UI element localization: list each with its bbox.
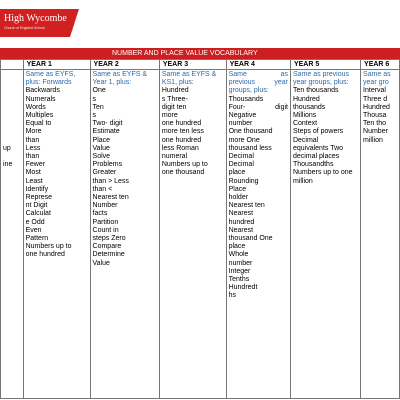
vocab-term: thousand One: [228, 235, 273, 243]
vocab-term: Same as EYFS &: [161, 71, 217, 78]
vocab-term: Ten: [92, 103, 104, 111]
vocab-term: less Roman: [161, 144, 199, 152]
cell-year-6: [361, 70, 400, 399]
vocab-term: One thousand: [228, 128, 273, 136]
vocab-term: nt Digit: [25, 202, 48, 210]
vocab-term: Fewer: [25, 161, 46, 169]
vocab-term: Value: [92, 259, 110, 267]
school-logo: [0, 9, 70, 37]
vocab-term: [3, 87, 21, 95]
vocab-term: [3, 104, 21, 112]
vocab-term: Determine: [92, 251, 125, 259]
vocab-term: Count in: [92, 226, 119, 234]
cell-eyfs: [1, 70, 24, 399]
vocab-term: Decimal: [228, 161, 254, 169]
vocab-term: plus: Forwards: [25, 79, 72, 87]
vocab-term: year groups, plus:: [292, 79, 349, 87]
vocab-term: Value: [92, 144, 110, 152]
vocab-term: Words: [25, 103, 46, 111]
vocab-term: Pattern: [25, 235, 49, 243]
cell-year-5: [290, 70, 360, 399]
vocab-term: Year 1, plus:: [92, 79, 132, 87]
vocab-term: Nearest: [228, 210, 254, 218]
vocab-term: Interval: [363, 87, 386, 95]
vocab-term: Same as EYFS,: [25, 71, 76, 78]
vocab-term: number: [228, 259, 253, 267]
vocab-term: Hundred: [363, 103, 390, 111]
vocab-term: groups, plus:: [228, 87, 269, 95]
vocab-term: Represe: [25, 194, 53, 202]
header-cell-blank: [1, 60, 24, 70]
header-year-3: YEAR 3: [159, 60, 226, 70]
vocab-term: Same as: [363, 71, 391, 78]
vocab-term: than: [25, 136, 40, 144]
vocab-term: Same as previous: [292, 71, 349, 78]
vocab-term: steps Zero: [92, 235, 126, 243]
vocab-term: Numbers up to: [25, 243, 72, 251]
header-year-4: YEAR 4: [226, 60, 290, 70]
document-title: NUMBER AND PLACE VALUE VOCABULARY: [112, 50, 258, 57]
vocab-term: million: [292, 177, 313, 185]
cell-year-1: [23, 70, 90, 399]
logo-subtitle: Church of England School: [4, 26, 45, 30]
vocab-term: Identify: [25, 185, 49, 193]
vocab-term: than: [25, 153, 40, 161]
logo-corner-shape: [70, 9, 79, 37]
vocab-term: Place: [228, 185, 247, 193]
vocab-term: Compare: [92, 243, 122, 251]
vocab-term: Nearest ten: [92, 194, 129, 202]
vocab-term: Whole: [228, 251, 249, 259]
vocab-term: than <: [92, 185, 113, 193]
vocab-term: Solve: [92, 153, 111, 161]
vocab-term: More: [25, 128, 42, 136]
header-year-1: YEAR 1: [23, 60, 90, 70]
vocab-term: place: [228, 243, 246, 251]
logo-name: High Wycombe: [4, 13, 67, 24]
vocab-term: hundred: [228, 218, 255, 226]
vocab-term: Thousands: [228, 95, 264, 103]
vocab-term: Integer: [228, 267, 251, 275]
vocab-term: Least: [25, 177, 43, 185]
vocab-term: Thousa: [363, 112, 387, 120]
vocab-term: one hundred: [25, 251, 65, 259]
header-year-2: YEAR 2: [90, 60, 159, 70]
vocab-term: Partition: [92, 218, 119, 226]
vocab-term: thousand less: [228, 144, 272, 152]
vocab-term: hs: [228, 292, 236, 300]
vocab-term: [3, 79, 21, 87]
vocab-term: KS1, plus:: [161, 79, 194, 87]
vocab-term: Calculat: [25, 210, 51, 218]
vocab-term: than > Less: [92, 177, 129, 185]
vocab-term: Less: [25, 144, 41, 152]
title-banner: [0, 48, 400, 59]
vocab-term: Hundredt: [228, 284, 258, 292]
vocab-term: Multiples: [25, 112, 54, 120]
cell-year-4: [226, 70, 290, 399]
vocab-term: [3, 120, 21, 128]
vocab-term: more ten less: [161, 128, 204, 136]
vocab-term: Equal to: [25, 120, 52, 128]
vocab-term: [3, 137, 21, 145]
vocab-term: Two- digit: [92, 120, 123, 128]
vocab-term: Number: [363, 128, 388, 136]
vocab-term: number: [228, 120, 253, 128]
vocab-term: one thousand: [161, 169, 205, 177]
vocab-term: numeral: [161, 153, 188, 161]
vocab-term: Numbers up to: [161, 161, 208, 169]
vocab-term: Ten tho: [363, 120, 386, 128]
vocab-term: Decimal: [228, 153, 254, 161]
vocab-term: One: [92, 87, 106, 95]
vocab-term: thousands: [292, 103, 326, 111]
vocab-term: [3, 71, 21, 79]
vocab-term: previous year: [228, 79, 288, 87]
vocab-term: Greater: [92, 169, 117, 177]
vocab-term: Backwards: [25, 87, 60, 95]
vocab-term: Even: [25, 226, 42, 234]
vocab-term: Steps of powers: [292, 128, 344, 136]
vocab-term: Hundred: [161, 87, 189, 95]
vocab-term: Ten thousands: [292, 87, 339, 95]
vocab-term: ine: [3, 161, 13, 169]
header-year-5: YEAR 5: [290, 60, 360, 70]
vocab-term: s Three-: [161, 95, 188, 103]
vocab-term: Same as EYFS &: [92, 71, 147, 78]
vocab-term: Place: [92, 136, 111, 144]
cell-year-2: [90, 70, 159, 399]
vocab-term: Four- digit: [228, 103, 288, 111]
cell-year-3: [159, 70, 226, 399]
header-year-6: YEAR 6: [361, 60, 400, 70]
vocab-term: Nearest ten: [228, 202, 265, 210]
vocab-term: one hundred: [161, 120, 202, 128]
vocab-term: Number: [92, 202, 118, 210]
vocab-term: Tenths: [228, 276, 250, 284]
vocab-term: Three d: [363, 95, 388, 103]
vocab-term: holder: [228, 194, 249, 202]
vocabulary-row: [1, 70, 400, 399]
vocab-term: Decimal: [292, 136, 319, 144]
vocab-term: digit ten: [161, 103, 187, 111]
vocab-term: up: [3, 144, 11, 152]
vocab-term: Same as: [228, 71, 288, 78]
vocab-term: Most: [25, 169, 41, 177]
vocab-term: Estimate: [92, 128, 120, 136]
vocab-term: place: [228, 169, 246, 177]
vocab-term: [3, 112, 21, 120]
vocab-term: one hundred: [161, 136, 202, 144]
vocab-term: Hundred: [292, 95, 320, 103]
vocab-term: Numbers up to one: [292, 169, 353, 177]
vocabulary-table: [0, 59, 400, 399]
vocab-term: s: [92, 95, 97, 103]
vocab-term: facts: [92, 210, 108, 218]
vocab-term: more: [161, 112, 178, 120]
vocab-term: more One: [228, 136, 260, 144]
vocab-term: year gro: [363, 79, 389, 87]
vocab-term: s: [92, 112, 97, 120]
vocab-term: decimal places: [292, 153, 340, 161]
vocab-term: [3, 128, 21, 136]
vocab-term: Problems: [92, 161, 123, 169]
vocab-term: Negative: [228, 112, 257, 120]
vocab-term: million: [363, 136, 383, 144]
vocab-term: Rounding: [228, 177, 259, 185]
vocab-term: Millions: [292, 112, 317, 120]
vocab-term: Context: [292, 120, 318, 128]
header-row: [1, 60, 400, 70]
vocab-term: [3, 96, 21, 104]
vocab-term: Thousandths: [292, 161, 334, 169]
vocab-term: [3, 153, 21, 161]
vocab-term: Numerals: [25, 95, 56, 103]
vocab-term: e Odd: [25, 218, 45, 226]
vocab-term: equivalents Two: [292, 144, 344, 152]
vocab-term: Nearest: [228, 226, 254, 234]
